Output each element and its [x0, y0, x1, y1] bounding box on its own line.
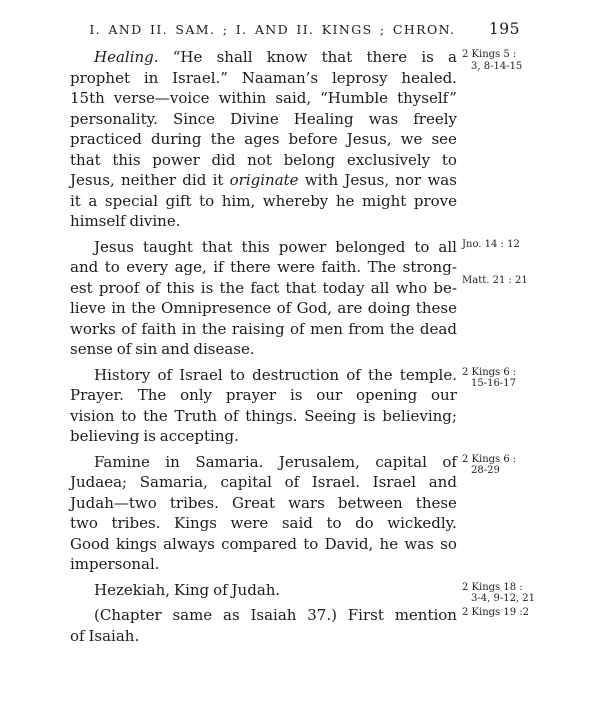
margin-reference-line: 28-29: [471, 465, 500, 476]
margin-reference: [462, 275, 528, 287]
text-line: (Chapter same as Isaiah 37.) First mention: [94, 606, 457, 624]
margin-reference-line: 2 Kings 6 :: [462, 453, 517, 465]
text-line: Healing. “He shall know that there is a: [94, 48, 457, 66]
paragraph: [70, 365, 530, 447]
paragraph: [70, 237, 530, 360]
margin-reference-line: 2 Kings 18 :: [462, 581, 523, 593]
text-line: works of faith in the raising of men from the dead: [70, 319, 457, 338]
paragraph-lines: [70, 47, 457, 232]
margin-reference: [462, 367, 516, 390]
margin-reference-line: Jno. 14 : 12: [462, 238, 520, 250]
text-line: lieve in the Omnipresence of God, are doing these: [70, 299, 457, 317]
text-line: it a special gift to him, whereby he might prove: [70, 191, 457, 210]
text-line: sense of sin and disease.: [70, 340, 255, 358]
paragraph-lines: [70, 452, 457, 575]
paragraph: [70, 580, 536, 604]
paragraph-lines: [70, 365, 457, 447]
margin-reference-line: 2 Kings 19 :2: [462, 607, 529, 618]
text-line: that this power did not belong exclusively to: [70, 150, 457, 169]
text-line: History of Israel to destruction of the temple.: [94, 365, 457, 384]
text-line: Hezekiah, King of Judah.: [94, 580, 281, 599]
paragraph: [70, 452, 530, 575]
text-line: prophet in Israel.” Naaman’s leprosy healed.: [70, 68, 457, 87]
text-line: Judah—two tribes. Great wars between these: [70, 493, 457, 512]
text-line: impersonal.: [70, 555, 160, 573]
margin-reference: [462, 454, 516, 477]
text-line: himself divine.: [70, 212, 181, 230]
text-line: est proof of this is the fact that today all who be-: [70, 278, 457, 297]
text-line: believing is accepting.: [70, 427, 239, 445]
paragraph: [70, 605, 530, 646]
margin-reference-line: 2 Kings 6 :: [462, 366, 517, 378]
margin-reference-line: Matt. 21 : 21: [462, 275, 528, 287]
text-line: 15th verse—voice within said, “Humble thyself”: [70, 89, 457, 107]
page-number: 195: [488, 20, 520, 38]
page-header: [70, 20, 520, 38]
text-line: Famine in Samaria. Jerusalem, capital of: [94, 452, 457, 471]
paragraph-lines: [70, 605, 457, 646]
paragraph: [70, 47, 530, 232]
margin-reference: [462, 49, 522, 72]
text-line: two tribes. Kings were said to do wickedly.: [70, 514, 457, 532]
text-line: of Isaiah.: [70, 626, 140, 645]
margin-reference: [462, 607, 529, 619]
paragraph-lines: [70, 237, 457, 360]
margin-reference-line: 15-16-17: [471, 378, 516, 389]
margin-reference: [462, 239, 520, 251]
text-line: practiced during the ages before Jesus, we see: [70, 130, 457, 148]
running-title: I. AND II. SAM. ; I. AND II. KINGS ; CHRON.: [89, 22, 456, 37]
page-content: [70, 47, 536, 651]
text-line: vision to the Truth of things. Seeing is believing;: [70, 406, 457, 425]
text-line: Good kings always compared to David, he was so: [70, 534, 457, 553]
margin-reference-line: 3-4, 9-12, 21: [471, 593, 536, 604]
margin-reference: [462, 582, 535, 605]
paragraph-lines: [70, 580, 457, 601]
margin-reference-line: 3, 8-14-15: [471, 60, 523, 72]
text-line: Judaea; Samaria, capital of Israel. Israel and: [70, 473, 457, 491]
margin-reference-line: 2 Kings 5 :: [462, 49, 517, 60]
text-line: Jesus taught that this power belonged to all: [94, 237, 457, 256]
text-line: personality. Since Divine Healing was freely: [70, 109, 457, 128]
text-line: Jesus, neither did it originate with Jesus, nor was: [70, 171, 457, 189]
text-line: Prayer. The only prayer is our opening our: [70, 386, 457, 404]
text-line: and to every age, if there were faith. The strong-: [70, 258, 457, 276]
